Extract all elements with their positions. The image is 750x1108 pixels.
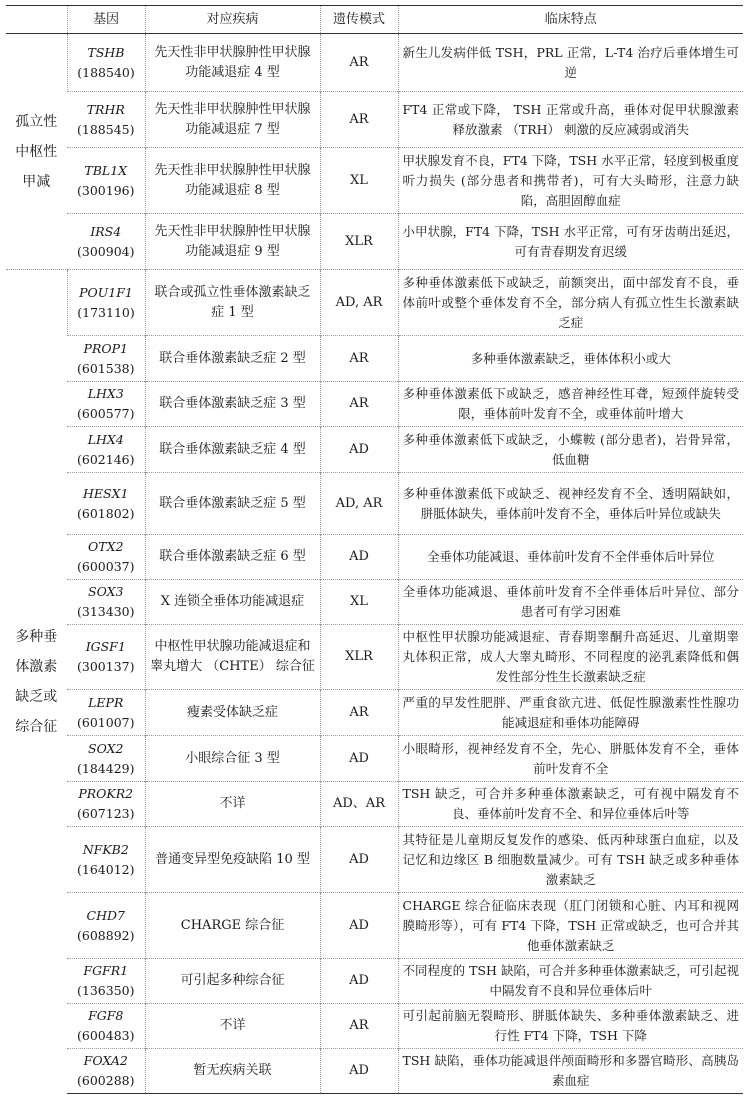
features-cell: 全垂体功能减退、垂体前叶发育不全伴垂体后叶异位、部分患者可有学习困难 bbox=[398, 580, 743, 625]
features-cell: 多种垂体激素低下或缺乏，前额突出，面中部发育不良，垂体前叶或整个垂体发育不全，部分病人有孤立性生长激素缺乏症 bbox=[398, 270, 743, 336]
inheritance-cell: AD bbox=[320, 736, 398, 782]
inheritance-cell: AD bbox=[320, 893, 398, 959]
gene-symbol: LHX3 bbox=[87, 386, 124, 401]
omim-number: (184429) bbox=[77, 760, 135, 776]
omim-number: (600037) bbox=[77, 559, 135, 574]
omim-number: (188545) bbox=[77, 121, 135, 137]
omim-number: (313430) bbox=[77, 604, 135, 619]
disease-cell: 不详 bbox=[145, 782, 320, 827]
omim-number: (600288) bbox=[77, 1073, 135, 1088]
gene-cell bbox=[67, 1004, 145, 1049]
omim-number: (164012) bbox=[77, 861, 135, 877]
gene-symbol: LHX4 bbox=[87, 431, 124, 447]
omim-number: (608892) bbox=[77, 927, 135, 943]
features-cell: 多种垂体激素低下或缺乏，感音神经性耳聋，短颈伴旋转受限，垂体前叶发育不全，或垂体前叶增大 bbox=[398, 382, 743, 427]
table-row bbox=[6, 1049, 743, 1094]
gene-symbol: FOXA2 bbox=[83, 1053, 128, 1068]
disease-cell: 联合垂体激素缺乏症 3 型 bbox=[145, 382, 320, 427]
gene-cell bbox=[67, 34, 145, 92]
disease-cell: 联合或孤立性垂体激素缺乏症 1 型 bbox=[145, 270, 320, 336]
omim-number: (300137) bbox=[77, 659, 135, 674]
table-row bbox=[6, 34, 743, 92]
features-cell: 甲状腺发育不良，FT4 下降，TSH 水平正常，轻度到极重度听力损失 (部分患者和携带者)，可有大头畸形，注意力缺陷，高胆固醇血症 bbox=[398, 148, 743, 214]
features-cell: 其特征是儿童期反复发作的感染、低丙种球蛋白血症，以及记忆和边缘区 B 细胞数量减少。可有 TSH 缺乏或多种垂体激素缺乏 bbox=[398, 827, 743, 893]
inheritance-cell: AD、AR bbox=[320, 782, 398, 827]
disease-cell: 中枢性甲状腺功能减退症和睾丸增大 （CHTE） 综合征 bbox=[145, 625, 320, 690]
inheritance-cell: XLR bbox=[320, 214, 398, 270]
disease-cell: 不详 bbox=[145, 1004, 320, 1049]
inheritance-cell: AD bbox=[320, 427, 398, 473]
gene-cell bbox=[67, 214, 145, 270]
gene-symbol: IRS4 bbox=[90, 223, 122, 239]
gene-symbol: LEPR bbox=[88, 694, 124, 710]
disease-cell: X 连锁全垂体功能减退症 bbox=[145, 580, 320, 625]
table-row bbox=[6, 427, 743, 473]
gene-symbol: FGFR1 bbox=[83, 963, 129, 978]
inheritance-cell: XL bbox=[320, 580, 398, 625]
inheritance-cell: AR bbox=[320, 92, 398, 148]
category-isolated: 孤立性中枢性甲减 bbox=[6, 34, 67, 270]
gene-cell bbox=[67, 382, 145, 427]
omim-number: (601538) bbox=[77, 360, 135, 376]
disease-cell: 暂无疾病关联 bbox=[145, 1049, 320, 1094]
features-cell: 新生儿发病伴低 TSH，PRL 正常，L-T4 治疗后垂体增生可逆 bbox=[398, 34, 743, 92]
gene-cell bbox=[67, 473, 145, 535]
gene-symbol: TSHB bbox=[87, 44, 125, 60]
omim-number: (600483) bbox=[77, 1028, 135, 1043]
omim-number: (607123) bbox=[77, 806, 135, 821]
gene-cell bbox=[67, 782, 145, 827]
gene-cell bbox=[67, 92, 145, 148]
table-row bbox=[6, 1004, 743, 1049]
disease-cell: 先天性非甲状腺肿性甲状腺功能减退症 9 型 bbox=[145, 214, 320, 270]
table-row bbox=[6, 214, 743, 270]
inheritance-cell: AR bbox=[320, 690, 398, 736]
inheritance-header: 遗传模式 bbox=[320, 6, 398, 34]
omim-number: (602146) bbox=[77, 451, 135, 467]
gene-cell bbox=[67, 625, 145, 690]
gene-symbol: NFKB2 bbox=[82, 841, 129, 857]
disease-cell: 普通变异型免疫缺陷 10 型 bbox=[145, 827, 320, 893]
features-cell: TSH 缺乏，可合并多种垂体激素缺乏，可有视中隔发育不良、垂体前叶发育不全、和异位垂体后叶等 bbox=[398, 782, 743, 827]
gene-header: 基因 bbox=[67, 6, 145, 34]
features-cell: TSH 缺陷，垂体功能减退伴颅面畸形和多器官畸形、高胰岛素血症 bbox=[398, 1049, 743, 1094]
inheritance-cell: AD, AR bbox=[320, 473, 398, 535]
omim-number: (188540) bbox=[77, 64, 135, 80]
disease-cell: 联合垂体激素缺乏症 2 型 bbox=[145, 336, 320, 382]
gene-table bbox=[6, 5, 743, 1094]
disease-cell: 先天性非甲状腺肿性甲状腺功能减退症 8 型 bbox=[145, 148, 320, 214]
inheritance-cell: XLR bbox=[320, 625, 398, 690]
table-row bbox=[6, 336, 743, 382]
features-cell: 中枢性甲状腺功能减退症、青春期睾酮升高延迟、儿童期睾丸体积正常，成人大睾丸畸形、不同程度的泌乳素降低和偶发性部分性生长激素缺乏症 bbox=[398, 625, 743, 690]
gene-symbol: IGSF1 bbox=[85, 639, 126, 654]
inheritance-cell: AR bbox=[320, 382, 398, 427]
inheritance-cell: AD bbox=[320, 1049, 398, 1094]
inheritance-cell: AD, AR bbox=[320, 270, 398, 336]
gene-cell bbox=[67, 893, 145, 959]
gene-symbol: FGF8 bbox=[88, 1008, 124, 1023]
gene-cell bbox=[67, 690, 145, 736]
gene-cell bbox=[67, 148, 145, 214]
gene-symbol: TBL1X bbox=[84, 162, 128, 178]
gene-cell bbox=[67, 580, 145, 625]
gene-cell bbox=[67, 1049, 145, 1094]
features-cell: 小眼畸形，视神经发育不全，先心、胼胝体发育不全，垂体前叶发育不全 bbox=[398, 736, 743, 782]
category-header bbox=[6, 6, 67, 34]
gene-cell bbox=[67, 270, 145, 336]
omim-number: (173110) bbox=[77, 304, 135, 320]
features-cell: CHARGE 综合征临床表现（肛门闭锁和心脏、内耳和视网膜畸形等），可有 FT4 下降，TSH 正常或缺乏，也可合并其他垂体激素缺乏 bbox=[398, 893, 743, 959]
header-row bbox=[6, 6, 743, 34]
gene-cell bbox=[67, 535, 145, 580]
gene-symbol: POU1F1 bbox=[79, 284, 133, 300]
disease-cell: 先天性非甲状腺肿性甲状腺功能减退症 4 型 bbox=[145, 34, 320, 92]
gene-cell bbox=[67, 427, 145, 473]
gene-symbol: HESX1 bbox=[83, 485, 129, 501]
omim-number: (136350) bbox=[77, 983, 135, 998]
omim-number: (300904) bbox=[77, 243, 135, 259]
table-row bbox=[6, 827, 743, 893]
gene-symbol: PROKR2 bbox=[78, 786, 134, 801]
table-row bbox=[6, 782, 743, 827]
gene-cell bbox=[67, 336, 145, 382]
table-row bbox=[6, 625, 743, 690]
table-row bbox=[6, 893, 743, 959]
inheritance-cell: AR bbox=[320, 1004, 398, 1049]
table-row bbox=[6, 473, 743, 535]
disease-cell: 先天性非甲状腺肿性甲状腺功能减退症 7 型 bbox=[145, 92, 320, 148]
table-row bbox=[6, 580, 743, 625]
disease-cell: 小眼综合征 3 型 bbox=[145, 736, 320, 782]
table-row bbox=[6, 535, 743, 580]
gene-symbol: CHD7 bbox=[86, 907, 125, 923]
disease-cell: 联合垂体激素缺乏症 4 型 bbox=[145, 427, 320, 473]
table-row bbox=[6, 92, 743, 148]
gene-symbol: OTX2 bbox=[88, 539, 124, 554]
inheritance-cell: AR bbox=[320, 336, 398, 382]
features-cell: 可引起前脑无裂畸形、胼胝体缺失、多种垂体激素缺乏、进行性 FT4 下降，TSH 下降 bbox=[398, 1004, 743, 1049]
inheritance-cell: XL bbox=[320, 148, 398, 214]
disease-cell: 可引起多种综合征 bbox=[145, 959, 320, 1004]
gene-cell bbox=[67, 736, 145, 782]
table-row bbox=[6, 959, 743, 1004]
disease-header: 对应疾病 bbox=[145, 6, 320, 34]
features-cell: 严重的早发性肥胖、严重食欲亢进、低促性腺激素性性腺功能减退症和垂体功能障碍 bbox=[398, 690, 743, 736]
disease-cell: 联合垂体激素缺乏症 6 型 bbox=[145, 535, 320, 580]
omim-number: (300196) bbox=[77, 182, 135, 198]
omim-number: (601802) bbox=[77, 505, 135, 521]
inheritance-cell: AR bbox=[320, 34, 398, 92]
inheritance-cell: AD bbox=[320, 535, 398, 580]
disease-cell: CHARGE 综合征 bbox=[145, 893, 320, 959]
table-row bbox=[6, 148, 743, 214]
features-cell: 多种垂体激素缺乏，垂体体积小或大 bbox=[398, 336, 743, 382]
disease-cell: 联合垂体激素缺乏症 5 型 bbox=[145, 473, 320, 535]
table-row bbox=[6, 690, 743, 736]
omim-number: (601007) bbox=[77, 714, 135, 730]
features-header: 临床特点 bbox=[398, 6, 743, 34]
gene-symbol: TRHR bbox=[86, 101, 125, 117]
features-cell: FT4 正常或下降， TSH 正常或升高，垂体对促甲状腺激素释放激素 （TRH） 刺激的反应减弱或消失 bbox=[398, 92, 743, 148]
gene-symbol: SOX3 bbox=[88, 584, 124, 599]
category-multiple: 多种垂体激素缺乏或综合征 bbox=[6, 270, 67, 1094]
table-row bbox=[6, 270, 743, 336]
gene-cell bbox=[67, 959, 145, 1004]
gene-symbol: PROP1 bbox=[83, 340, 128, 356]
features-cell: 全垂体功能减退、垂体前叶发育不全伴垂体后叶异位 bbox=[398, 535, 743, 580]
features-cell: 不同程度的 TSH 缺陷，可合并多种垂体激素缺乏，可引起视中隔发育不良和异位垂体后叶 bbox=[398, 959, 743, 1004]
gene-symbol: SOX2 bbox=[88, 740, 124, 756]
inheritance-cell: AD bbox=[320, 827, 398, 893]
disease-cell: 瘦素受体缺乏症 bbox=[145, 690, 320, 736]
table-row bbox=[6, 736, 743, 782]
features-cell: 小甲状腺，FT4 下降，TSH 水平正常，可有牙齿萌出延迟，可有青春期发育迟缓 bbox=[398, 214, 743, 270]
omim-number: (600577) bbox=[77, 406, 135, 421]
table-row bbox=[6, 382, 743, 427]
inheritance-cell: AD bbox=[320, 959, 398, 1004]
features-cell: 多种垂体激素低下或缺乏、视神经发育不全、透明隔缺如，胼胝体缺失，垂体前叶发育不全，垂体后叶异位或缺失 bbox=[398, 473, 743, 535]
features-cell: 多种垂体激素低下或缺乏，小蝶鞍 (部分患者)，岩骨异常，低血糖 bbox=[398, 427, 743, 473]
gene-cell bbox=[67, 827, 145, 893]
